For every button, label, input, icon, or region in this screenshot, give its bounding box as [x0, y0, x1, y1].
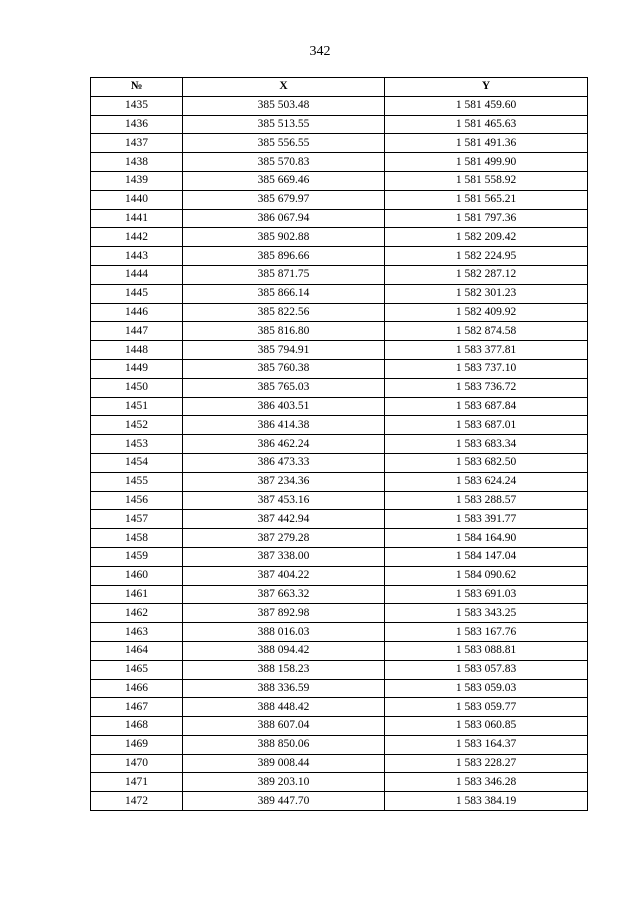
cell-y: 1 583 384.19 — [385, 792, 588, 811]
table-row — [91, 529, 588, 548]
cell-y: 1 583 088.81 — [385, 641, 588, 660]
cell-y: 1 583 167.76 — [385, 623, 588, 642]
table-row — [91, 303, 588, 322]
cell-x: 385 816.80 — [183, 322, 385, 341]
cell-number: 1446 — [91, 303, 183, 322]
cell-y: 1 583 391.77 — [385, 510, 588, 529]
cell-x: 385 794.91 — [183, 341, 385, 360]
cell-y: 1 583 736.72 — [385, 378, 588, 397]
table-row — [91, 660, 588, 679]
cell-number: 1440 — [91, 190, 183, 209]
table-row — [91, 341, 588, 360]
cell-y: 1 581 499.90 — [385, 153, 588, 172]
cell-x: 385 513.55 — [183, 115, 385, 134]
table-body — [91, 96, 588, 810]
cell-x: 387 892.98 — [183, 604, 385, 623]
cell-x: 385 503.48 — [183, 96, 385, 115]
cell-x: 385 556.55 — [183, 134, 385, 153]
header-number: № — [91, 78, 183, 97]
cell-x: 389 203.10 — [183, 773, 385, 792]
cell-number: 1444 — [91, 265, 183, 284]
cell-number: 1456 — [91, 491, 183, 510]
cell-number: 1472 — [91, 792, 183, 811]
page-number: 342 — [309, 44, 331, 59]
cell-number: 1450 — [91, 378, 183, 397]
cell-y: 1 583 377.81 — [385, 341, 588, 360]
cell-y: 1 583 057.83 — [385, 660, 588, 679]
cell-y: 1 583 059.03 — [385, 679, 588, 698]
table-row — [91, 717, 588, 736]
table-row — [91, 359, 588, 378]
cell-y: 1 583 288.57 — [385, 491, 588, 510]
table-row — [91, 96, 588, 115]
table-row — [91, 397, 588, 416]
cell-number: 1464 — [91, 641, 183, 660]
cell-x: 388 336.59 — [183, 679, 385, 698]
cell-x: 388 016.03 — [183, 623, 385, 642]
cell-x: 387 663.32 — [183, 585, 385, 604]
cell-number: 1443 — [91, 247, 183, 266]
table-row — [91, 134, 588, 153]
cell-x: 387 442.94 — [183, 510, 385, 529]
table-row — [91, 735, 588, 754]
cell-y: 1 583 343.25 — [385, 604, 588, 623]
cell-y: 1 581 565.21 — [385, 190, 588, 209]
cell-y: 1 583 737.10 — [385, 359, 588, 378]
cell-y: 1 582 301.23 — [385, 284, 588, 303]
cell-number: 1461 — [91, 585, 183, 604]
cell-number: 1460 — [91, 566, 183, 585]
cell-x: 388 850.06 — [183, 735, 385, 754]
cell-number: 1458 — [91, 529, 183, 548]
cell-x: 385 760.38 — [183, 359, 385, 378]
table-row — [91, 265, 588, 284]
cell-y: 1 583 687.84 — [385, 397, 588, 416]
table-row — [91, 679, 588, 698]
cell-number: 1469 — [91, 735, 183, 754]
cell-x: 385 871.75 — [183, 265, 385, 284]
cell-y: 1 583 346.28 — [385, 773, 588, 792]
cell-y: 1 582 224.95 — [385, 247, 588, 266]
cell-x: 386 403.51 — [183, 397, 385, 416]
cell-number: 1468 — [91, 717, 183, 736]
cell-number: 1437 — [91, 134, 183, 153]
table-row — [91, 209, 588, 228]
cell-x: 386 473.33 — [183, 453, 385, 472]
cell-number: 1455 — [91, 472, 183, 491]
cell-y: 1 584 090.62 — [385, 566, 588, 585]
cell-x: 389 447.70 — [183, 792, 385, 811]
table-row — [91, 773, 588, 792]
cell-x: 385 866.14 — [183, 284, 385, 303]
coordinates-table — [90, 77, 588, 811]
cell-x: 385 822.56 — [183, 303, 385, 322]
table-row — [91, 641, 588, 660]
cell-y: 1 583 228.27 — [385, 754, 588, 773]
table-row — [91, 115, 588, 134]
cell-y: 1 583 691.03 — [385, 585, 588, 604]
cell-x: 387 404.22 — [183, 566, 385, 585]
table-row — [91, 416, 588, 435]
cell-x: 388 158.23 — [183, 660, 385, 679]
header-y: Y — [385, 78, 588, 97]
cell-x: 385 902.88 — [183, 228, 385, 247]
cell-number: 1438 — [91, 153, 183, 172]
cell-number: 1471 — [91, 773, 183, 792]
cell-number: 1457 — [91, 510, 183, 529]
table-row — [91, 247, 588, 266]
table-row — [91, 698, 588, 717]
cell-number: 1453 — [91, 435, 183, 454]
cell-number: 1466 — [91, 679, 183, 698]
table-row — [91, 585, 588, 604]
cell-y: 1 583 687.01 — [385, 416, 588, 435]
table-row — [91, 472, 588, 491]
cell-y: 1 581 558.92 — [385, 171, 588, 190]
table-row — [91, 228, 588, 247]
table-row — [91, 322, 588, 341]
table-row — [91, 566, 588, 585]
table-row — [91, 153, 588, 172]
cell-y: 1 581 465.63 — [385, 115, 588, 134]
cell-number: 1442 — [91, 228, 183, 247]
cell-number: 1459 — [91, 547, 183, 566]
cell-y: 1 582 874.58 — [385, 322, 588, 341]
cell-number: 1441 — [91, 209, 183, 228]
cell-x: 386 067.94 — [183, 209, 385, 228]
cell-y: 1 583 683.34 — [385, 435, 588, 454]
cell-y: 1 581 491.36 — [385, 134, 588, 153]
cell-y: 1 582 287.12 — [385, 265, 588, 284]
table-row — [91, 491, 588, 510]
cell-x: 386 414.38 — [183, 416, 385, 435]
cell-number: 1465 — [91, 660, 183, 679]
cell-y: 1 582 409.92 — [385, 303, 588, 322]
cell-number: 1452 — [91, 416, 183, 435]
cell-x: 387 279.28 — [183, 529, 385, 548]
cell-number: 1447 — [91, 322, 183, 341]
table-row — [91, 453, 588, 472]
table-row — [91, 754, 588, 773]
cell-x: 385 570.83 — [183, 153, 385, 172]
table-row — [91, 510, 588, 529]
cell-number: 1470 — [91, 754, 183, 773]
cell-y: 1 584 164.90 — [385, 529, 588, 548]
cell-number: 1451 — [91, 397, 183, 416]
cell-x: 388 094.42 — [183, 641, 385, 660]
cell-y: 1 581 797.36 — [385, 209, 588, 228]
cell-y: 1 583 060.85 — [385, 717, 588, 736]
table-row — [91, 623, 588, 642]
cell-x: 385 679.97 — [183, 190, 385, 209]
cell-y: 1 583 059.77 — [385, 698, 588, 717]
table-row — [91, 171, 588, 190]
cell-y: 1 583 682.50 — [385, 453, 588, 472]
cell-x: 389 008.44 — [183, 754, 385, 773]
table-row — [91, 378, 588, 397]
cell-number: 1435 — [91, 96, 183, 115]
cell-y: 1 584 147.04 — [385, 547, 588, 566]
cell-number: 1448 — [91, 341, 183, 360]
header-x: X — [183, 78, 385, 97]
cell-y: 1 582 209.42 — [385, 228, 588, 247]
cell-x: 385 896.66 — [183, 247, 385, 266]
cell-x: 388 607.04 — [183, 717, 385, 736]
cell-y: 1 583 624.24 — [385, 472, 588, 491]
cell-number: 1462 — [91, 604, 183, 623]
table-row — [91, 547, 588, 566]
cell-x: 385 765.03 — [183, 378, 385, 397]
cell-number: 1467 — [91, 698, 183, 717]
table-row — [91, 284, 588, 303]
cell-x: 385 669.46 — [183, 171, 385, 190]
cell-number: 1449 — [91, 359, 183, 378]
table-row — [91, 190, 588, 209]
cell-y: 1 581 459.60 — [385, 96, 588, 115]
cell-x: 387 338.00 — [183, 547, 385, 566]
cell-number: 1436 — [91, 115, 183, 134]
table-row — [91, 792, 588, 811]
cell-number: 1445 — [91, 284, 183, 303]
cell-x: 387 453.16 — [183, 491, 385, 510]
table-row — [91, 604, 588, 623]
cell-x: 388 448.42 — [183, 698, 385, 717]
table-row — [91, 435, 588, 454]
table-header-row — [91, 78, 588, 97]
cell-number: 1463 — [91, 623, 183, 642]
cell-number: 1439 — [91, 171, 183, 190]
cell-x: 386 462.24 — [183, 435, 385, 454]
cell-y: 1 583 164.37 — [385, 735, 588, 754]
cell-number: 1454 — [91, 453, 183, 472]
cell-x: 387 234.36 — [183, 472, 385, 491]
